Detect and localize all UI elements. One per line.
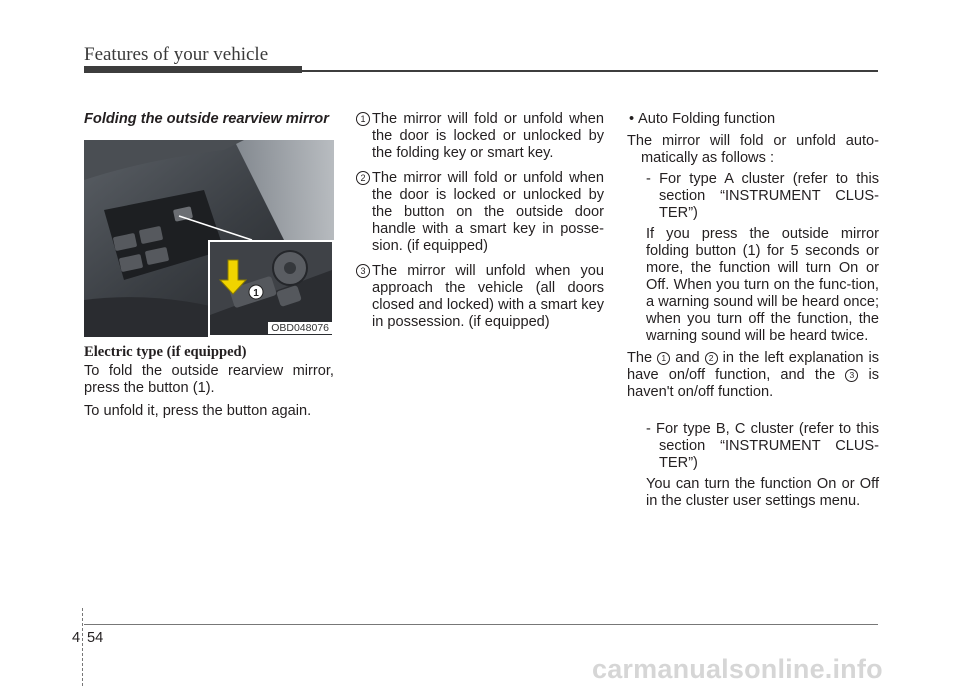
photo-callout-label: 1 <box>253 288 259 299</box>
list-item <box>356 170 604 255</box>
column-2 <box>356 111 604 339</box>
type-a-cluster-item: - For type A cluster (refer to this section “INSTRUMENT CLUS-TER”) <box>646 171 879 221</box>
auto-folding-intro: The mirror will fold or unfold auto-matically as follows : <box>627 133 879 166</box>
header-rule-thick <box>84 66 302 73</box>
column-1 <box>84 111 334 419</box>
note-text: in the left explanation is have on/off function, and the <box>627 350 880 383</box>
type-bc-cluster-body: You can turn the function On or Off in the cluster user settings menu. <box>646 476 879 509</box>
type-bc-cluster-item: - For type B, C cluster (refer to this section “INSTRUMENT CLUS-TER”) <box>646 421 879 471</box>
mirror-switch-illustration <box>84 140 334 337</box>
page-header-title: Features of your vehicle <box>84 44 269 65</box>
unfold-instruction: To unfold it, press the button again. <box>84 403 312 419</box>
list-item <box>356 263 604 331</box>
circled-number-3-icon: 3 <box>356 264 370 278</box>
page-number: 54 <box>87 630 104 646</box>
circled-number-1-icon: 1 <box>657 352 670 365</box>
circled-number-2-icon: 2 <box>356 171 370 185</box>
section-heading: Folding the outside rearview mirror <box>84 111 329 127</box>
subheading-electric-type: Electric type (if equipped) <box>84 344 247 360</box>
fold-instruction: To fold the outside rearview mirror, press the button (1). <box>84 363 334 396</box>
list-item-text: The mirror will fold or unfold when the door is locked or unlocked by the button on the outside door handle with a smart key in posse-sion. (if equipped) <box>372 170 604 254</box>
photo-code: OBD048076 <box>268 322 332 334</box>
note-text: and <box>675 350 700 366</box>
list-item-text: The mirror will unfold when you approach the vehicle (all doors closed and locked) with a smart key in possession. (if equipped) <box>372 263 604 330</box>
on-off-note <box>627 350 879 401</box>
type-a-cluster-body: If you press the outside mirror folding button (1) for 5 seconds or more, the function will turn On or Off. When you turn on the func-tion, a warning sound will be heard once; when you turn off the function, the warning sound will be heard twice. <box>646 226 879 344</box>
circled-number-3-icon: 3 <box>845 369 858 382</box>
footer-divider <box>82 608 83 686</box>
note-text: The <box>627 350 653 366</box>
page-section-number: 4 <box>72 630 81 646</box>
list-item <box>356 111 604 162</box>
mirror-switch-photo <box>84 140 334 337</box>
footer-rule <box>84 624 878 625</box>
column-3 <box>627 111 879 510</box>
note-text: is haven't on/off function. <box>627 367 879 400</box>
list-item-text: The mirror will fold or unfold when the door is locked or unlocked by the folding key or smart key. <box>372 111 604 161</box>
header-rule-thin <box>302 70 878 72</box>
site-watermark: carmanualsonline.info <box>592 654 883 684</box>
circled-number-2-icon: 2 <box>705 352 718 365</box>
circled-number-1-icon: 1 <box>356 112 370 126</box>
auto-folding-bullet: • Auto Folding function <box>627 111 879 128</box>
